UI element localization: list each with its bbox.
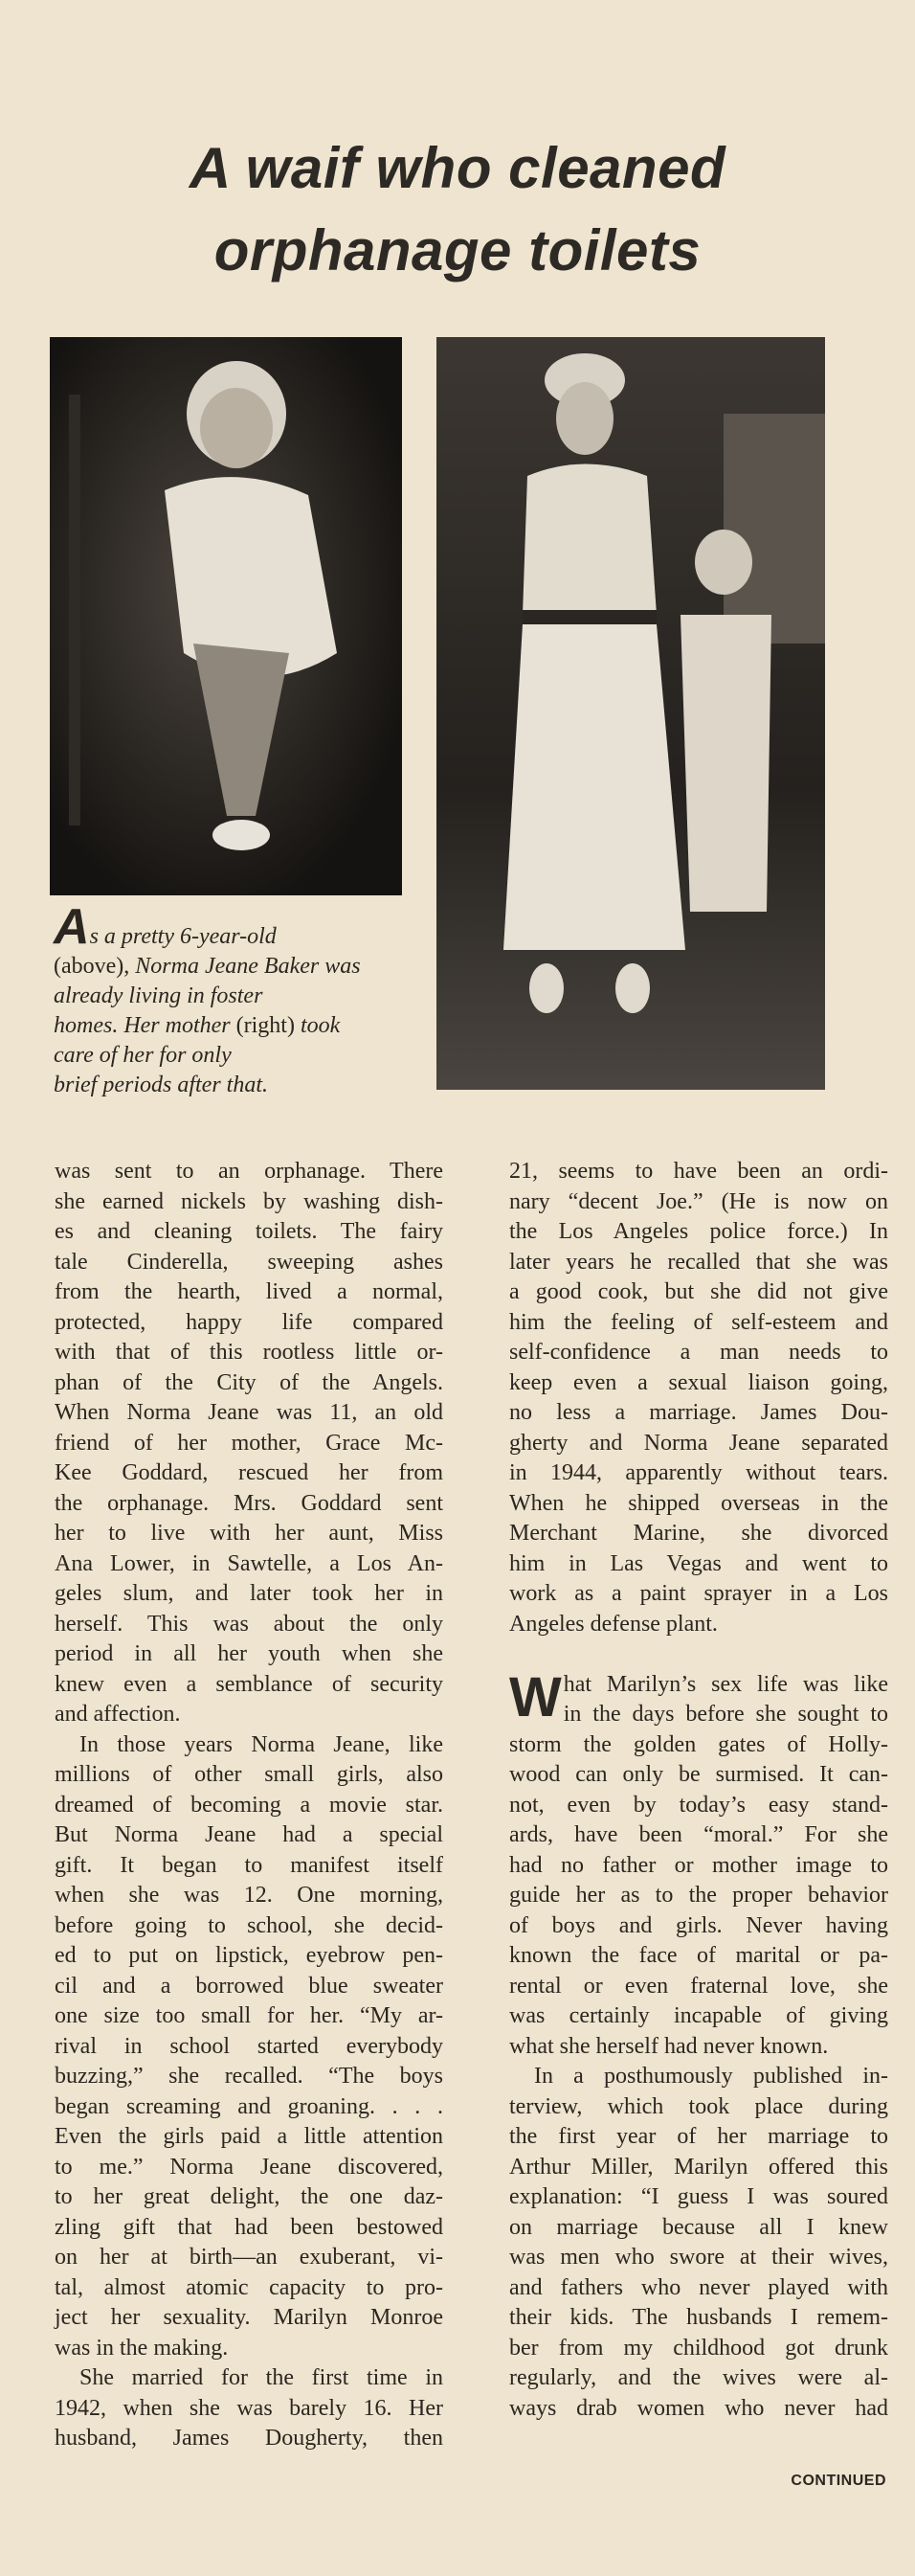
caption-text: took [300, 1013, 341, 1038]
text-line: ject her sexuality. Marilyn Monroe [55, 2305, 443, 2330]
caption-drop-cap: A [54, 899, 90, 955]
text-line: was in the making. [55, 2335, 229, 2361]
text-line: a good cook, but she did not give [509, 1279, 888, 1304]
paragraph [55, 1157, 443, 1730]
text-line: what she herself had never known. [509, 2033, 829, 2059]
caption-text: Norma Jeane Baker was [135, 954, 361, 979]
text-line: Arthur Miller, Marilyn offered this [509, 2154, 888, 2180]
text-line: She married for the first time in [79, 2365, 443, 2390]
text-line: gift. It began to manifest itself [55, 1852, 443, 1878]
text-line: on marriage because all I knew [509, 2214, 888, 2240]
paragraph [509, 2062, 888, 2424]
text-line: and fathers who never played with [509, 2274, 888, 2300]
photo-caption [54, 899, 417, 1100]
text-line: Merchant Marine, she divorced [509, 1521, 888, 1546]
text-line: husband, James Dougherty, then [55, 2426, 443, 2451]
text-line: ards, have been “moral.” For she [509, 1822, 888, 1847]
text-line: zling gift that had been bestowed [55, 2214, 443, 2240]
text-line: had no father or mother image to [509, 1852, 888, 1878]
paragraph-gap [509, 1639, 888, 1670]
text-line: tal, almost atomic capacity to pro- [55, 2274, 443, 2300]
text-line: explanation: “I guess I was soured [509, 2184, 888, 2209]
text-line: later years he recalled that she was [509, 1249, 888, 1275]
text-line: Ana Lower, in Sawtelle, a Los An- [55, 1550, 443, 1576]
text-line: Kee Goddard, rescued her from [55, 1460, 443, 1485]
photo-child [50, 337, 402, 895]
caption-text: (right) [235, 1013, 301, 1038]
article-column-right [509, 1157, 888, 2424]
paragraph [55, 1730, 443, 2364]
text-line: friend of her mother, Grace Mc- [55, 1430, 443, 1456]
text-line: was certainly incapable of giving [509, 2003, 888, 2028]
text-line: When he shipped overseas in the [509, 1490, 888, 1516]
text-line: protected, happy life compared [55, 1309, 443, 1335]
paragraph [55, 2363, 443, 2454]
caption-line [54, 1041, 417, 1071]
caption-text: brief periods after that. [54, 1073, 268, 1097]
text-line: ed to put on lipstick, eyebrow pen- [55, 1943, 443, 1968]
text-line: dreamed of becoming a movie star. [55, 1792, 443, 1818]
text-line: nary “decent Joe.” (He is now on [509, 1188, 888, 1214]
text-line: in the days before she sought to [563, 1702, 888, 1727]
text-line: When Norma Jeane was 11, an old [55, 1400, 443, 1425]
text-line: in 1944, apparently without tears. [509, 1460, 888, 1485]
text-line: regularly, and the wives were al- [509, 2365, 888, 2390]
caption-line [54, 899, 417, 955]
text-line: phan of the City of the Angels. [55, 1369, 443, 1395]
text-line: not, even by today’s easy stand- [509, 1792, 888, 1818]
text-line: was sent to an orphanage. There [55, 1159, 443, 1184]
text-line: rival in school started everybody [55, 2033, 443, 2059]
text-line: work as a paint sprayer in a Los [509, 1581, 888, 1606]
text-line: terview, which took place during [509, 2093, 888, 2119]
caption-text: already living in foster [54, 983, 263, 1008]
text-line: hat Marilyn’s sex life was like [563, 1671, 888, 1697]
text-line: guide her as to the proper behavior [509, 1883, 888, 1908]
text-line: known the face of marital or pa- [509, 1943, 888, 1968]
text-line: 21, seems to have been an ordi- [509, 1159, 888, 1184]
text-line: ber from my childhood got drunk [509, 2335, 888, 2361]
caption-text: homes. Her mother [54, 1013, 236, 1038]
text-line: she earned nickels by washing dish- [55, 1188, 443, 1214]
text-line: tale Cinderella, sweeping ashes [55, 1249, 443, 1275]
text-line: wood can only be surmised. It can- [509, 1762, 888, 1787]
caption-line [54, 1011, 417, 1041]
text-line: and affection. [55, 1702, 181, 1727]
text-line: cil and a borrowed blue sweater [55, 1973, 443, 1999]
caption-text: (above), [54, 954, 136, 979]
headline-line-1: A waif who cleaned [189, 136, 726, 200]
text-line: gherty and Norma Jeane separated [509, 1430, 888, 1456]
caption-line [54, 952, 417, 982]
text-line: before going to school, she decid- [55, 1912, 443, 1938]
text-line: buzzing,” she recalled. “The boys [55, 2064, 443, 2089]
text-line: keep even a sexual liaison going, [509, 1369, 888, 1395]
text-line: 1942, when she was barely 16. Her [55, 2395, 443, 2421]
caption-text: s a pretty 6-year-old [89, 924, 277, 949]
text-line: one size too small for her. “My ar- [55, 2003, 443, 2028]
text-line: But Norma Jeane had a special [55, 1822, 443, 1847]
caption-text: care of her for only [54, 1043, 232, 1068]
drop-cap: W [509, 1665, 562, 1729]
text-line: their kids. The husbands I remem- [509, 2305, 888, 2330]
paragraph [509, 1665, 888, 2063]
text-line: began screaming and groaning. . . . [55, 2093, 443, 2119]
photo-mother-and-child [436, 337, 825, 1090]
text-line: him in Las Vegas and went to [509, 1550, 888, 1576]
text-line: on her at birth—an exuberant, vi- [55, 2245, 443, 2270]
text-line: geles slum, and later took her in [55, 1581, 443, 1606]
text-line: In a posthumously published in- [534, 2064, 888, 2089]
headline-line-2: orphanage toilets [213, 218, 702, 282]
text-line: to me.” Norma Jeane discovered, [55, 2154, 443, 2180]
text-line: from the hearth, lived a normal, [55, 1279, 443, 1304]
text-line: millions of other small girls, also [55, 1762, 443, 1787]
text-line: ways drab women who never had [509, 2395, 888, 2421]
article-column-left [55, 1157, 443, 2454]
text-line: self-confidence a man needs to [509, 1340, 888, 1365]
caption-line [54, 982, 417, 1011]
text-line: was men who swore at their wives, [509, 2245, 888, 2270]
text-line: herself. This was about the only [55, 1611, 443, 1637]
caption-line [54, 1071, 417, 1100]
text-line: to her great delight, the one daz- [55, 2184, 443, 2209]
text-line: no less a marriage. James Dou- [509, 1400, 888, 1425]
text-line: Even the girls paid a little attention [55, 2124, 443, 2149]
text-line: the first year of her marriage to [509, 2124, 888, 2149]
text-line: In those years Norma Jeane, like [79, 1731, 443, 1757]
paragraph [509, 1157, 888, 1639]
text-line: when she was 12. One morning, [55, 1883, 443, 1908]
text-line: of boys and girls. Never having [509, 1912, 888, 1938]
text-line: with that of this rootless little or- [55, 1340, 443, 1365]
text-line: rental or even fraternal love, she [509, 1973, 888, 1999]
text-line: him the feeling of self-esteem and [509, 1309, 888, 1335]
text-line: knew even a semblance of security [55, 1671, 443, 1697]
text-line: Angeles defense plant. [509, 1611, 718, 1637]
text-line: storm the golden gates of Holly- [509, 1731, 888, 1757]
text-line: her to live with her aunt, Miss [55, 1521, 443, 1546]
text-line: the orphanage. Mrs. Goddard sent [55, 1490, 443, 1516]
text-line: the Los Angeles police force.) In [509, 1219, 888, 1244]
text-line: period in all her youth when she [55, 1641, 443, 1666]
continued-label: CONTINUED [791, 2473, 886, 2489]
text-line: es and cleaning toilets. The fairy [55, 1219, 443, 1244]
